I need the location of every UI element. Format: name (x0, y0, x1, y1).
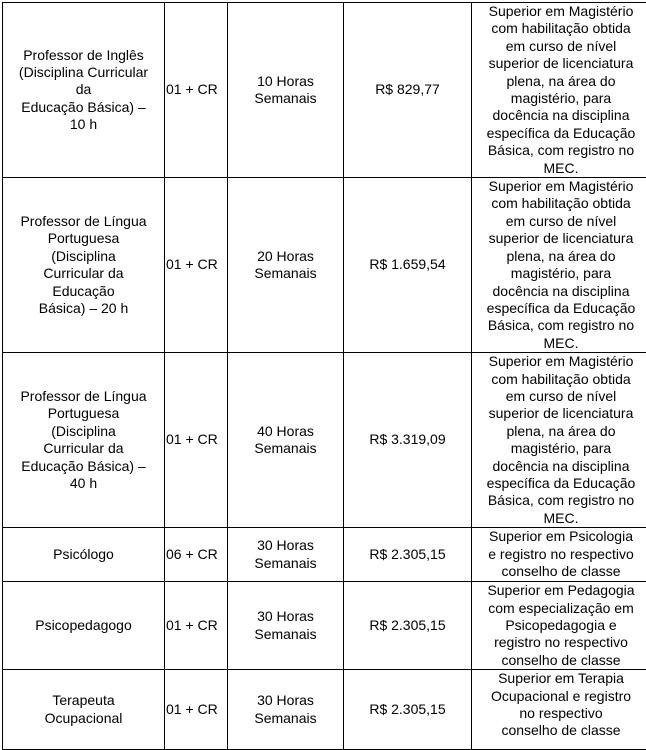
carga-text (228, 608, 343, 643)
requisito-text-line: Superior em Magistério (477, 3, 645, 20)
requisito-cell (472, 670, 646, 750)
requisito-cell (472, 528, 646, 582)
carga-text-line: Semanais (228, 710, 343, 727)
requisito-text-line: conselho de classe (477, 722, 645, 739)
carga-horaria-cell (228, 353, 344, 528)
requisito-text-line: registro no respectivo (477, 634, 645, 651)
cargo-text-line: Curricular da (9, 265, 159, 282)
cargo-text (9, 546, 159, 563)
cargo-cell (3, 582, 165, 670)
cargo-text-line: (Disciplina Curricular (9, 64, 159, 81)
requisito-text-line: com habilitação obtida (477, 195, 645, 212)
requisito-text-line: Básica, com registro no (477, 142, 645, 159)
carga-text-line: Semanais (228, 626, 343, 643)
vagas-cell: 06 + CR (165, 528, 228, 582)
vagas-cell: 01 + CR (165, 3, 228, 178)
cargo-text-line: Educação (9, 283, 159, 300)
cargo-text-line: Professor de Língua (9, 388, 159, 405)
carga-text-line: 40 Horas (228, 423, 343, 440)
cargo-text-line: 10 h (9, 116, 159, 133)
cargo-text (9, 213, 159, 317)
carga-text-line: Semanais (228, 440, 343, 457)
carga-horaria-cell (228, 528, 344, 582)
requisito-text-line: com especialização em (477, 600, 645, 617)
cargo-text-line: Ocupacional (9, 710, 159, 727)
vagas-cell: 01 + CR (165, 582, 228, 670)
vacancies-table-body (3, 3, 646, 750)
vagas-cell: 01 + CR (165, 178, 228, 353)
carga-text (228, 248, 343, 283)
requisito-text-line: plena, na área do (477, 248, 645, 265)
requisito-text-line: Superior em Terapia (477, 670, 645, 687)
carga-text (228, 423, 343, 458)
requisito-text-line: Superior em Psicologia (477, 528, 645, 545)
requisito-text-line: no respectivo (477, 705, 645, 722)
requisito-cell (472, 178, 646, 353)
vencimento-cell: R$ 3.319,09 (344, 353, 472, 528)
carga-horaria-cell (228, 178, 344, 353)
requisito-text-line: magistério, para (477, 265, 645, 282)
requisito-text (477, 178, 645, 352)
requisito-text-line: específica da Educação (477, 475, 645, 492)
requisito-text-line: Superior em Magistério (477, 353, 645, 370)
requisito-text-line: em curso de nível (477, 213, 645, 230)
table-row (3, 582, 646, 670)
requisito-text-line: plena, na área do (477, 73, 645, 90)
requisito-cell (472, 353, 646, 528)
cargo-text (9, 47, 159, 134)
cargo-text-line: Professor de Inglês (9, 47, 159, 64)
requisito-text-line: MEC. (477, 335, 645, 352)
carga-text-line: 20 Horas (228, 248, 343, 265)
cargo-cell (3, 353, 165, 528)
carga-text-line: Semanais (228, 265, 343, 282)
vencimento-cell: R$ 829,77 (344, 3, 472, 178)
cargo-cell (3, 528, 165, 582)
requisito-cell (472, 582, 646, 670)
requisito-text-line: Psicopedagogia e (477, 617, 645, 634)
cargo-text-line: Portuguesa (9, 230, 159, 247)
cargo-text-line: Psicólogo (9, 546, 159, 563)
carga-horaria-cell (228, 582, 344, 670)
cargo-text (9, 617, 159, 634)
requisito-text-line: plena, na área do (477, 423, 645, 440)
requisito-text-line: em curso de nível (477, 38, 645, 55)
requisito-text-line: MEC. (477, 160, 645, 177)
cargo-text-line: da (9, 81, 159, 98)
requisito-text-line: com habilitação obtida (477, 20, 645, 37)
carga-text (228, 537, 343, 572)
cargo-text (9, 692, 159, 727)
cargo-text-line: Básica) – 20 h (9, 300, 159, 317)
cargo-text-line: (Disciplina (9, 248, 159, 265)
carga-text-line: 30 Horas (228, 537, 343, 554)
requisito-text (477, 353, 645, 527)
vencimento-cell: R$ 2.305,15 (344, 528, 472, 582)
carga-text-line: 30 Horas (228, 692, 343, 709)
requisito-text-line: com habilitação obtida (477, 371, 645, 388)
carga-text-line: 30 Horas (228, 608, 343, 625)
requisito-text-line: conselho de classe (477, 563, 645, 580)
cargo-text-line: Educação Básica) – (9, 458, 159, 475)
cargo-text-line: Terapeuta (9, 692, 159, 709)
requisito-text-line: magistério, para (477, 440, 645, 457)
requisito-text-line: superior de licenciatura (477, 405, 645, 422)
requisito-text-line: docência na disciplina (477, 107, 645, 124)
requisito-text-line: específica da Educação (477, 125, 645, 142)
vacancies-table (2, 2, 646, 750)
requisito-text-line: Superior em Magistério (477, 178, 645, 195)
requisito-text-line: Superior em Pedagogia (477, 582, 645, 599)
cargo-text (9, 388, 159, 492)
cargo-text-line: Educação Básica) – (9, 99, 159, 116)
vencimento-cell: R$ 2.305,15 (344, 582, 472, 670)
requisito-text-line: e registro no respectivo (477, 546, 645, 563)
cargo-text-line: Professor de Língua (9, 213, 159, 230)
requisito-text-line: magistério, para (477, 90, 645, 107)
cargo-text-line: Portuguesa (9, 405, 159, 422)
cargo-text-line: Curricular da (9, 440, 159, 457)
vagas-cell: 01 + CR (165, 670, 228, 750)
requisito-text (477, 528, 645, 580)
table-row (3, 528, 646, 582)
carga-text (228, 692, 343, 727)
vencimento-cell: R$ 1.659,54 (344, 178, 472, 353)
requisito-text-line: docência na disciplina (477, 458, 645, 475)
cargo-text-line: (Disciplina (9, 423, 159, 440)
requisito-text-line: específica da Educação (477, 300, 645, 317)
requisito-text-line: docência na disciplina (477, 283, 645, 300)
requisito-text (477, 670, 645, 740)
carga-text-line: Semanais (228, 90, 343, 107)
requisito-text-line: Básica, com registro no (477, 492, 645, 509)
requisito-text-line: superior de licenciatura (477, 55, 645, 72)
cargo-text-line: 40 h (9, 475, 159, 492)
requisito-text (477, 582, 645, 669)
vagas-cell: 01 + CR (165, 353, 228, 528)
cargo-cell (3, 3, 165, 178)
requisito-text-line: Ocupacional e registro (477, 688, 645, 705)
cargo-cell (3, 178, 165, 353)
vencimento-cell: R$ 2.305,15 (344, 670, 472, 750)
carga-horaria-cell (228, 670, 344, 750)
requisito-text-line: Básica, com registro no (477, 317, 645, 334)
requisito-text-line: em curso de nível (477, 388, 645, 405)
cargo-cell (3, 670, 165, 750)
carga-text (228, 73, 343, 108)
requisito-text-line: conselho de classe (477, 652, 645, 669)
requisito-text-line: superior de licenciatura (477, 230, 645, 247)
carga-text-line: 10 Horas (228, 73, 343, 90)
cargo-text-line: Psicopedagogo (9, 617, 159, 634)
carga-text-line: Semanais (228, 555, 343, 572)
table-row (3, 3, 646, 178)
carga-horaria-cell (228, 3, 344, 178)
requisito-text (477, 3, 645, 177)
table-row (3, 178, 646, 353)
requisito-text-line: MEC. (477, 510, 645, 527)
requisito-cell (472, 3, 646, 178)
table-row (3, 353, 646, 528)
table-row (3, 670, 646, 750)
